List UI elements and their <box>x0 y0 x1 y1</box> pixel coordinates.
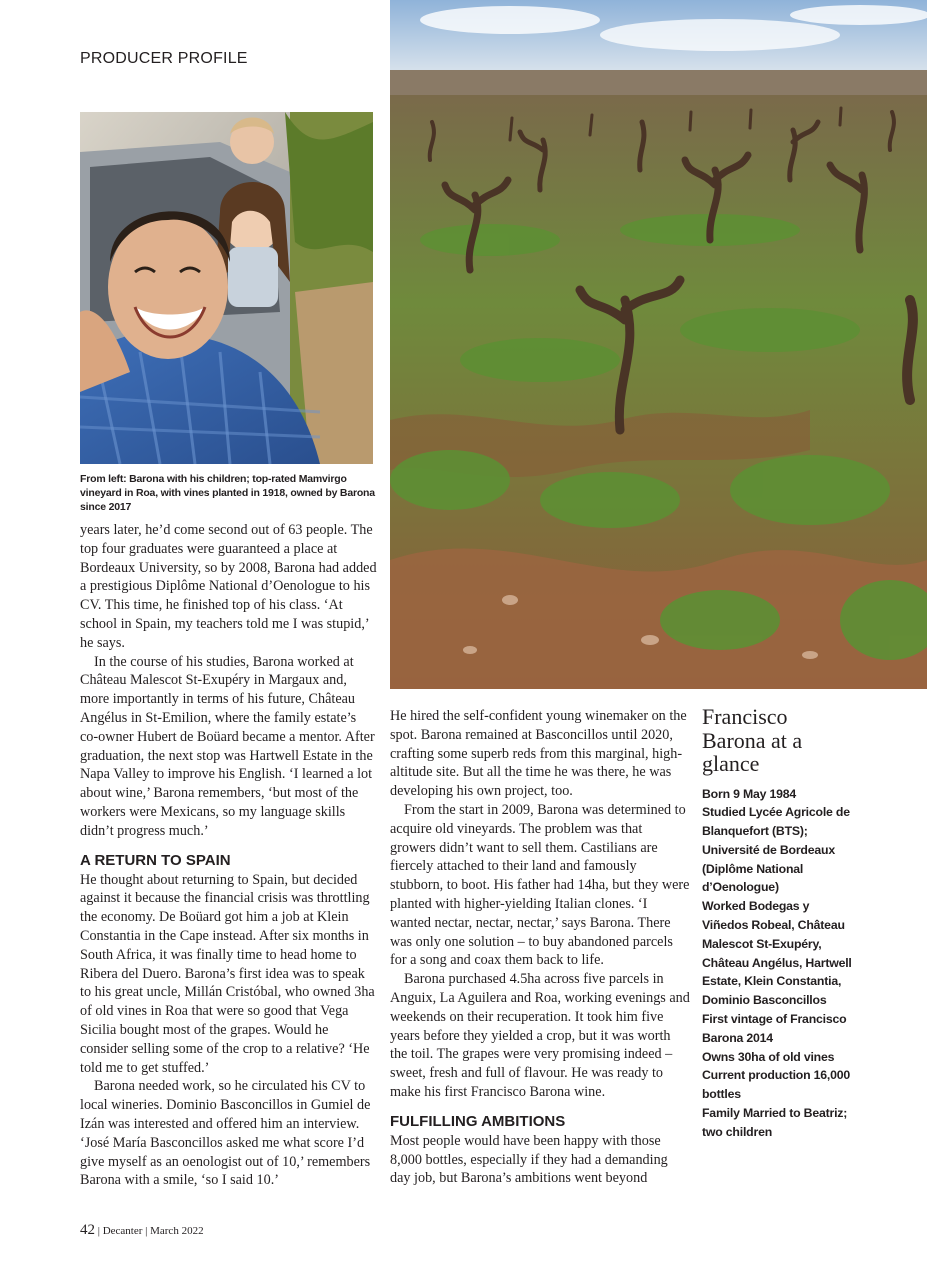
paragraph: He hired the self-confident young winemaker on the spot. Barona remained at Basconcillos until 2020, crafting some superb reds from this marginal, high-altitude site. But all the time he was there, he was developing his own project, too. <box>390 708 687 800</box>
fact-studied: Studied Lycée Agricole de Blanquefort (BTS); Université de Bordeaux (Diplôme National d’Oenologue) <box>702 805 850 895</box>
fact-owns: Owns 30ha of old vines <box>702 1049 835 1064</box>
issue-date: March 2022 <box>150 1225 204 1237</box>
page-number: 42 <box>80 1222 95 1238</box>
paragraph: years later, he’d come second out of 63 people. The top four graduates were guaranteed a place at Bordeaux University, so by 2008, Barona had added a prestigious Diplôme National d’Oenologue to his CV. This time, he finished top of his class. ‘At school in Spain, my teachers told me I was stupid,’ he says. <box>80 522 377 651</box>
fact-born: Born 9 May 1984 <box>702 786 797 801</box>
fact-production: Current production 16,000 bottles <box>702 1068 851 1102</box>
magazine-name: Decanter <box>102 1225 143 1237</box>
photo-caption: From left: Barona with his children; top-rated Mamvirgo vineyard in Roa, with vines planted in 1918, owned by Barona since 2017 <box>80 473 375 513</box>
paragraph: In the course of his studies, Barona worked at Château Malescot St-Exupéry in Margaux and, more importantly in terms of his future, Château Angélus in St-Emilion, where the family estate’s co-owner Hubert de Boüard became a mentor. After graduation, the next stop was Hartwell Estate in the Napa Valley to improve his English. ‘I learned a lot about wine,’ Barona remembers, ‘but most of the workers were Mexicans, so my language skills didn’t progress much.’ <box>80 653 375 839</box>
paragraph: He thought about returning to Spain, but decided against it because the financial crisis was throttling the economy. De Boüard got him a job at Klein Constantia in the Cape instead. After six months in South Africa, it was finally time to head home to Ribera del Duero. Barona’s first idea was to speak to his great uncle, Millán Cristóbal, who owned 3ha of old vines in Roa that were so good that Vega Sicilia bought most of the grapes. Would he consider selling some of the crop to a relative? ‘He told me to get stuffed.’ <box>80 871 375 1076</box>
vineyard-photo <box>390 0 927 689</box>
paragraph: Most people would have been happy with those 8,000 bottles, especially if they had a demanding day job, but Barona’s ambitions went beyond <box>390 1132 668 1187</box>
at-a-glance-sidebar <box>702 705 852 1142</box>
article-column-1 <box>80 521 377 1190</box>
sidebar-title: Francisco Barona at a glance <box>702 704 803 776</box>
fact-family: Family Married to Beatriz; two children <box>702 1106 848 1139</box>
page-footer: 42 | Decanter | March 2022 <box>80 1222 204 1238</box>
paragraph: Barona needed work, so he circulated his CV to local wineries. Dominio Basconcillos in Gumiel de Izán was interested and offered him an interview. ‘José María Basconcillos asked me what score I’d give myself as an oenologist out of 10,’ remembers Barona with a smile, ‘so I said 10.’ <box>80 1078 371 1189</box>
paragraph: Barona purchased 4.5ha across five parcels in Anguix, La Aguilera and Roa, working evenings and weekends on their recuperation. It took him five years before they yielded a crop, but it was worth the toil. The grapes were very promising indeed – sweet, fresh and full of flavour. He was ready to make his first Francisco Barona wine. <box>390 971 690 1100</box>
paragraph: From the start in 2009, Barona was determined to acquire old vineyards. The problem was that growers didn’t want to sell them. Castilians are fiercely attached to their land and famously stubborn, to boot. His father had 14ha, but they were planted with higher-yielding Italian clones. ‘I wanted nectar, nectar, nectar,’ says Barona. There was only one solution – to buy abandoned parcels for a song and coax them back to life. <box>390 801 690 969</box>
fact-first-vintage: First vintage of Francisco Barona 2014 <box>702 1012 847 1045</box>
portrait-photo <box>80 112 373 464</box>
fact-worked: Worked Bodegas y Viñedos Robeal, Château Malescot St-Exupéry, Château Angélus, Hartwell Estate, Klein Constantia, Dominio Basconcillos <box>702 899 852 1008</box>
subheading-return-to-spain: A RETURN TO SPAIN <box>80 851 231 869</box>
article-column-2 <box>390 707 690 1188</box>
subheading-fulfilling-ambitions: FULFILLING AMBITIONS <box>390 1112 566 1130</box>
section-label: PRODUCER PROFILE <box>80 50 248 67</box>
